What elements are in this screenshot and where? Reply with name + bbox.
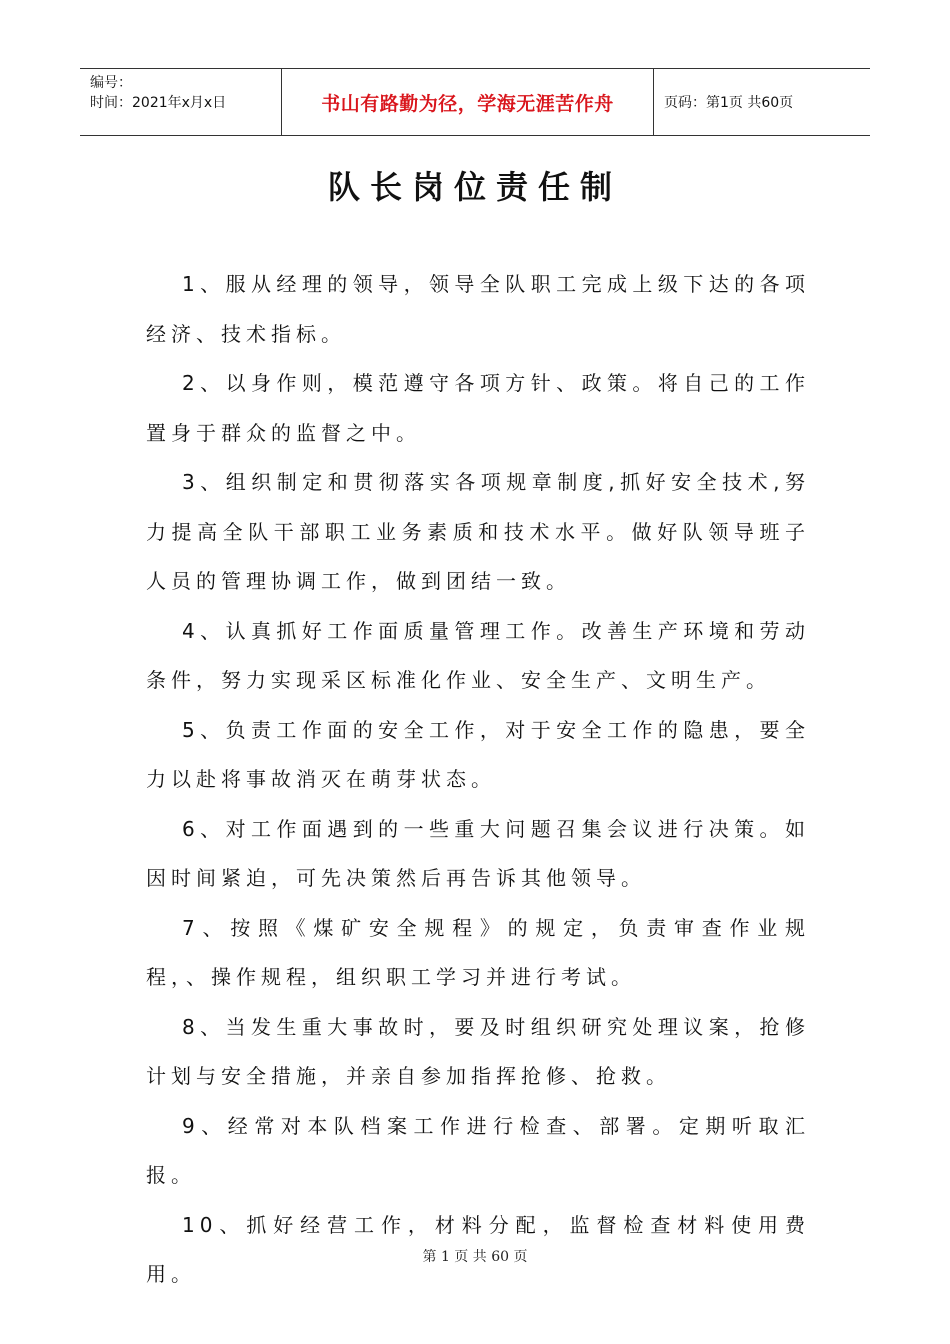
header-page-info: 页码：第1页 共60页 xyxy=(664,95,794,111)
paragraph: 6、对工作面遇到的一些重大问题召集会议进行决策。如因时间紧迫，可先决策然后再告诉其他领导。 xyxy=(146,816,810,890)
page-footer: 第 1 页 共 60 页 xyxy=(422,1249,528,1265)
paragraph: 2、以身作则，模范遵守各项方针、政策。将自己的工作置身于群众的监督之中。 xyxy=(146,371,810,445)
document-title: 队长岗位责任制 xyxy=(327,168,622,206)
paragraph: 1、服从经理的领导，领导全队职工完成上级下达的各项经济、技术指标。 xyxy=(146,272,810,346)
header-motto: 书山有路勤为径，学海无涯苦作舟 xyxy=(282,69,654,135)
paragraph: 10、抓好经营工作，材料分配，监督检查材料使用费用。 xyxy=(146,1212,810,1286)
header-meta xyxy=(80,69,282,135)
paragraph: 3、组织制定和贯彻落实各项规章制度,抓好安全技术,努力提高全队干部职工业务素质和技术水平。做好队领导班子人员的管理协调工作，做到团结一致。 xyxy=(146,470,810,593)
paragraph: 9、经常对本队档案工作进行检查、部署。定期听取汇报。 xyxy=(146,1113,810,1187)
paragraph: 8、当发生重大事故时，要及时组织研究处理议案，抢修计划与安全措施，并亲自参加指挥抢修、抢救。 xyxy=(146,1014,810,1088)
document-body xyxy=(146,260,810,1300)
paragraph: 7、按照《煤矿安全规程》的规定，负责审查作业规程，、操作规程，组织职工学习并进行考试。 xyxy=(146,915,810,989)
document-header xyxy=(80,68,870,136)
paragraph: 4、认真抓好工作面质量管理工作。改善生产环境和劳动条件，努力实现采区标准化作业、安全生产、文明生产。 xyxy=(146,618,810,692)
paragraph: 5、负责工作面的安全工作，对于安全工作的隐患，要全力以赴将事故消灭在萌芽状态。 xyxy=(146,717,810,791)
time-label: 时间：2021年x月x日 xyxy=(90,95,227,111)
number-label: 编号： xyxy=(90,75,132,91)
